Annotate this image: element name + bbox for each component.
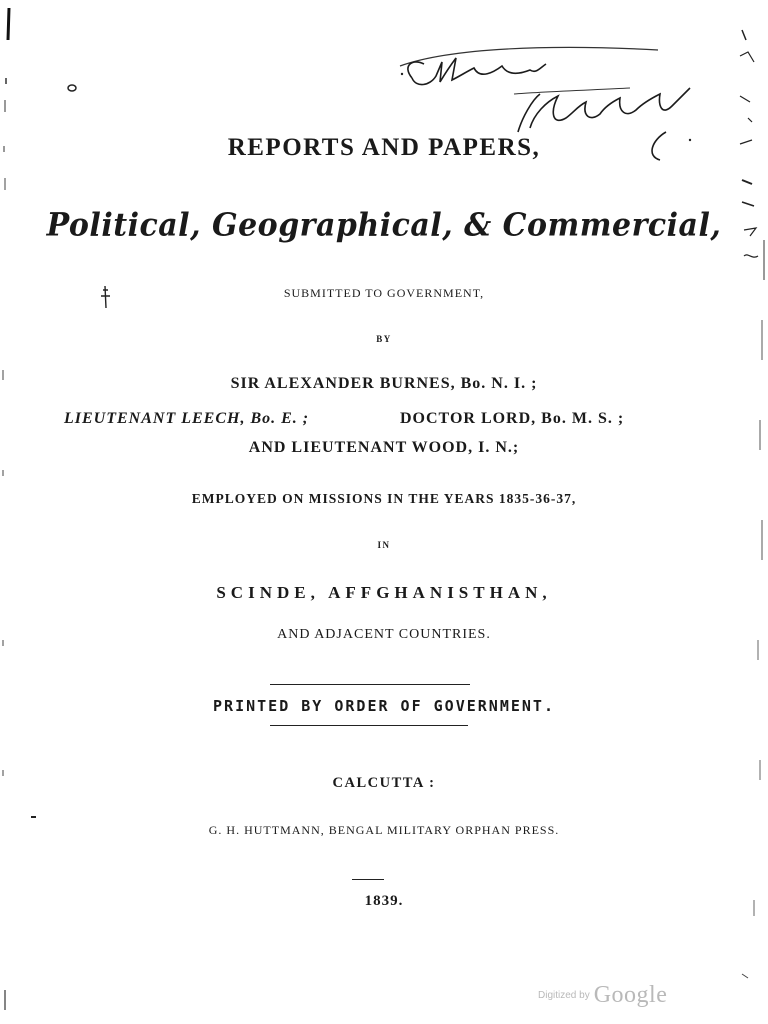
by-line: BY — [376, 334, 392, 344]
document-subtitle: Political, Geographical, & Commercial, — [46, 207, 722, 244]
divider-bottom — [270, 725, 468, 726]
submitted-line: SUBMITTED TO GOVERNMENT, — [283, 286, 485, 300]
printer-line: G. H. HUTTMANN, BENGAL MILITARY ORPHAN PRESS. — [208, 823, 560, 837]
publication-year: 1839. — [364, 893, 404, 909]
watermark-prefix: Digitized by — [538, 990, 590, 1001]
document-title: REPORTS AND PAPERS, — [227, 134, 541, 161]
google-watermark — [538, 982, 738, 1016]
author-lord: DOCTOR LORD, Bo. M. S. ; — [400, 410, 625, 427]
employed-line: EMPLOYED ON MISSIONS IN THE YEARS 1835-36-37, — [191, 491, 577, 506]
printed-by-line: PRINTED BY ORDER OF GOVERNMENT. — [213, 697, 555, 715]
divider-top — [270, 684, 470, 685]
places-line: SCINDE, AFFGHANISTHAN, — [216, 583, 552, 602]
city-line: CALCUTTA : — [332, 775, 436, 791]
in-line: IN — [377, 540, 391, 550]
ink-mark — [28, 812, 38, 822]
ink-mark — [62, 80, 82, 96]
author-leech: LIEUTENANT LEECH, Bo. E. ; — [64, 410, 310, 427]
divider-year — [352, 879, 384, 880]
author-line-1: SIR ALEXANDER BURNES, Bo. N. I. ; — [230, 375, 538, 392]
adjacent-line: AND ADJACENT COUNTRIES. — [277, 627, 491, 642]
author-line-3: AND LIEUTENANT WOOD, I. N.; — [248, 439, 520, 456]
watermark-brand: Google — [593, 982, 668, 1008]
